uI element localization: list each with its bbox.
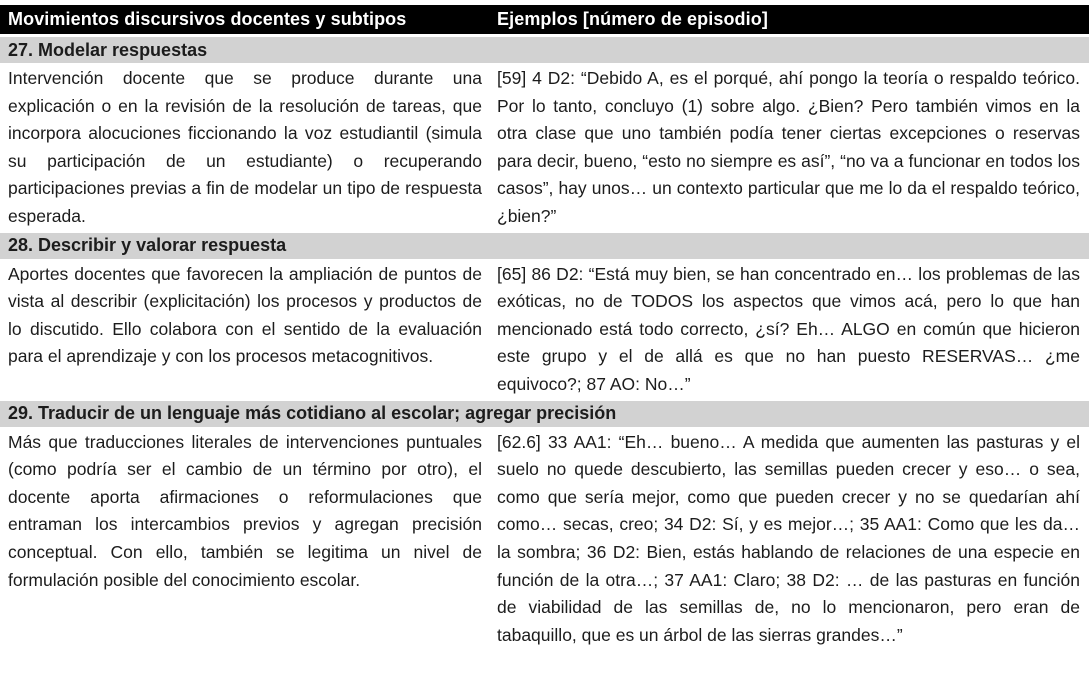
section-29-content-row — [0, 427, 1089, 652]
section-title-28: 28. Describir y valorar respuesta — [0, 233, 1089, 259]
move-description-27: Intervención docente que se produce durante una explicación o en la revisión de la resolución de tareas, que incorpora alocuciones ficcionando la voz estudiantil (simula su participación de un estudiante) o recuperando participaciones previas a fin de modelar un tipo de respuesta esperada. — [8, 68, 482, 226]
move-example-28: [65] 86 D2: “Está muy bien, se han concentrado en… los problemas de las exóticas, no de TODOS los aspectos que vimos acá, pero lo que han mencionado está todo correcto, ¿sí? Eh… ALGO en común que hicieron este grupo y el de allá es que no han puesto RESERVAS… ¿me equivoco?; 87 AO: No…” — [497, 263, 1080, 394]
section-title-29: 29. Traducir de un lenguaje más cotidiano al escolar; agregar precisión — [0, 401, 1089, 427]
section-27-content-row — [0, 63, 1089, 233]
table-header-row — [0, 5, 1089, 34]
section-28-content-row — [0, 259, 1089, 401]
section-title-27: 27. Modelar respuestas — [0, 37, 1089, 63]
move-description-29: Más que traducciones literales de intervenciones puntuales (como podría ser el cambio de un término por otro), el docente aporta afirmaciones o reformulaciones que entraman los intercambios previos y agregan precisión conceptual. Con ello, también se legitima un nivel de formulación posible del conocimiento escolar. — [8, 431, 482, 590]
column-header-examples: Ejemplos [número de episodio] — [497, 9, 768, 29]
move-example-27: [59] 4 D2: “Debido A, es el porqué, ahí pongo la teoría o respaldo teórico. Por lo tanto, concluyo (1) sobre algo. ¿Bien? Pero también vimos en la otra clase que uno también podía tener ciertas excepciones o reservas para decir, bueno, “esto no siempre es así”, “no va a funcionar en todos los casos”, hay unos… un contexto particular que me lo da el respaldo teórico, ¿bien?” — [497, 68, 1080, 226]
move-description-28: Aportes docentes que favorecen la ampliación de puntos de vista al describir (explicitación) los procesos y productos de lo discutido. Ello colabora con el sentido de la evaluación para el aprendizaje y con los procesos metacognitivos. — [8, 263, 482, 367]
column-header-moves: Movimientos discursivos docentes y subtipos — [8, 9, 407, 29]
move-example-29: [62.6] 33 AA1: “Eh… bueno… A medida que aumenten las pasturas y el suelo no quede descubierto, las semillas pueden crecer y eso… o sea, como que sería mejor, como que pueden crecer y no se quedarían ahí como… secas, creo; 34 D2: Sí, y es mejor…; 35 AA1: Como que les da… la sombra; 36 D2: Bien, estás hablando de relaciones de una especie en función de la otra…; 37 AA1: Claro; 38 D2: … de las pasturas en función de viabilidad de las semillas de, no lo mencionaron, pero eran de tabaquillo, que es un árbol de las sierras grandes…” — [497, 431, 1080, 645]
